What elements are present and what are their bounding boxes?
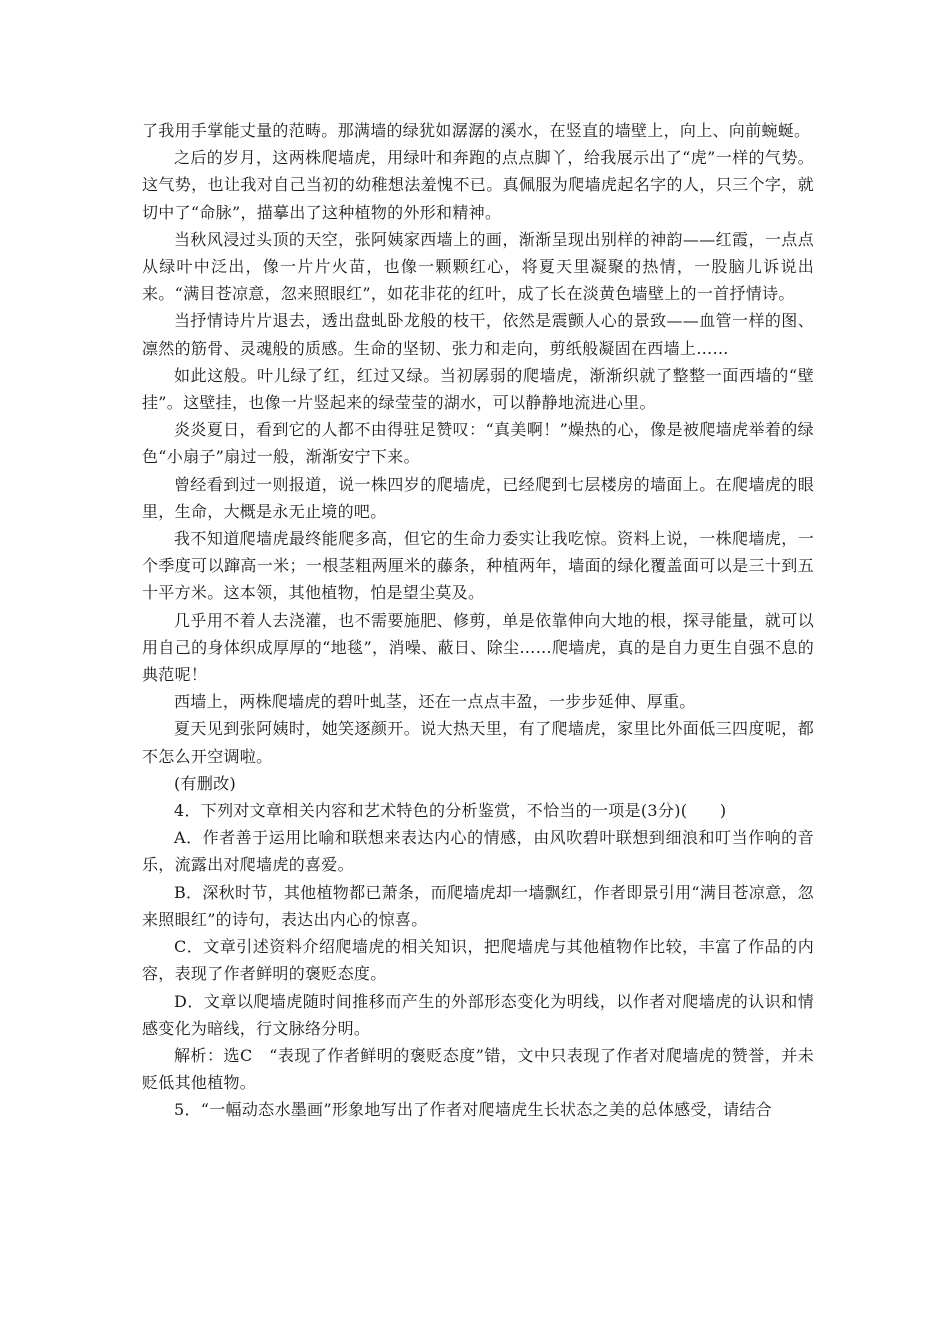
option-c: C．文章引述资料介绍爬墙虎的相关知识，把爬墙虎与其他植物作比较，丰富了作品的内容，表现了作者鲜明的褒贬态度。 bbox=[142, 937, 814, 984]
paragraph: 几乎用不着人去浇灌，也不需要施肥、修剪，单是依靠伸向大地的根，探寻能量，就可以用自己的身体织成厚厚的“地毯”，消噪、蔽日、除尘……爬墙虎，真的是自力更生自强不息的典范呢！ bbox=[142, 610, 814, 685]
question-5: 5．“一幅动态水墨画”形象地写出了作者对爬墙虎生长状态之美的总体感受，请结合 bbox=[174, 1100, 772, 1120]
paragraph-continuation: 了我用手掌能丈量的范畴。那满墙的绿犹如潺潺的溪水，在竖直的墙壁上，向上、向前蜿蜒。 bbox=[142, 121, 811, 140]
answer-analysis: 解析：选C “表现了作者鲜明的褒贬态度”错，文中只表现了作者对爬墙虎的赞誉，并未贬低其他植物。 bbox=[142, 1045, 814, 1093]
paragraph: 当抒情诗片片退去，透出盘虬卧龙般的枝干，依然是震颤人心的景致——血管一样的图、凛然的筋骨、灵魂般的质感。生命的坚韧、张力和走向，剪纸般凝固在西墙上…… bbox=[142, 311, 814, 358]
paragraph: 曾经看到过一则报道，说一株四岁的爬墙虎，已经爬到七层楼房的墙面上。在爬墙虎的眼里，生命，大概是永无止境的吧。 bbox=[142, 474, 814, 521]
source-note: (有删改) bbox=[174, 773, 236, 793]
document-body bbox=[142, 117, 814, 1124]
paragraph: 西墙上，两株爬墙虎的碧叶虬茎，还在一点点丰盈，一步步延伸、厚重。 bbox=[174, 692, 696, 712]
option-d: D．文章以爬墙虎随时间推移而产生的外部形态变化为明线，以作者对爬墙虎的认识和情感变化为暗线，行文脉络分明。 bbox=[142, 991, 814, 1038]
option-a: A．作者善于运用比喻和联想来表达内心的情感，由风吹碧叶联想到细浪和叮当作响的音乐，流露出对爬墙虎的喜爱。 bbox=[142, 828, 814, 875]
paragraph: 之后的岁月，这两株爬墙虎，用绿叶和奔跑的点点脚丫，给我展示出了“虎”一样的气势。这气势，也让我对自己当初的幼稚想法羞愧不已。真佩服为爬墙虎起名字的人，只三个字，就切中了“命脉”，描摹出了这种植物的外形和精神。 bbox=[142, 148, 814, 222]
paragraph: 夏天见到张阿姨时，她笑逐颜开。说大热天里，有了爬墙虎，家里比外面低三四度呢，都不怎么开空调啦。 bbox=[142, 719, 814, 766]
paragraph: 如此这般。叶儿绿了红，红过又绿。当初孱弱的爬墙虎，渐渐织就了整整一面西墙的“壁挂”。这壁挂，也像一片竖起来的绿莹莹的湖水，可以静静地流进心里。 bbox=[142, 365, 814, 413]
option-b: B．深秋时节，其他植物都已萧条，而爬墙虎却一墙飘红，作者即景引用“满目苍凉意，忽来照眼红”的诗句，表达出内心的惊喜。 bbox=[142, 882, 814, 929]
paragraph: 当秋风浸过头顶的天空，张阿姨家西墙上的画，渐渐呈现出别样的神韵——红霞，一点点从绿叶中泛出，像一片片火苗，也像一颗颗红心，将夏天里凝聚的热情，一股脑儿诉说出来。“满目苍凉意，忽来照眼红”，如花非花的红叶，成了长在淡黄色墙壁上的一首抒情诗。 bbox=[142, 229, 814, 304]
paragraph: 炎炎夏日，看到它的人都不由得驻足赞叹：“真美啊！”燥热的心，像是被爬墙虎举着的绿色“小扇子”扇过一般，渐渐安宁下来。 bbox=[142, 420, 814, 467]
question-4: 4．下列对文章相关内容和艺术特色的分析鉴赏，不恰当的一项是(3分)( ) bbox=[174, 801, 727, 821]
paragraph: 我不知道爬墙虎最终能爬多高，但它的生命力委实让我吃惊。资料上说，一株爬墙虎，一个季度可以蹿高一米；一根茎粗两厘米的藤条，种植两年，墙面的绿化覆盖面可以是三十到五十平方米。这本领，其他植物，怕是望尘莫及。 bbox=[142, 529, 814, 603]
